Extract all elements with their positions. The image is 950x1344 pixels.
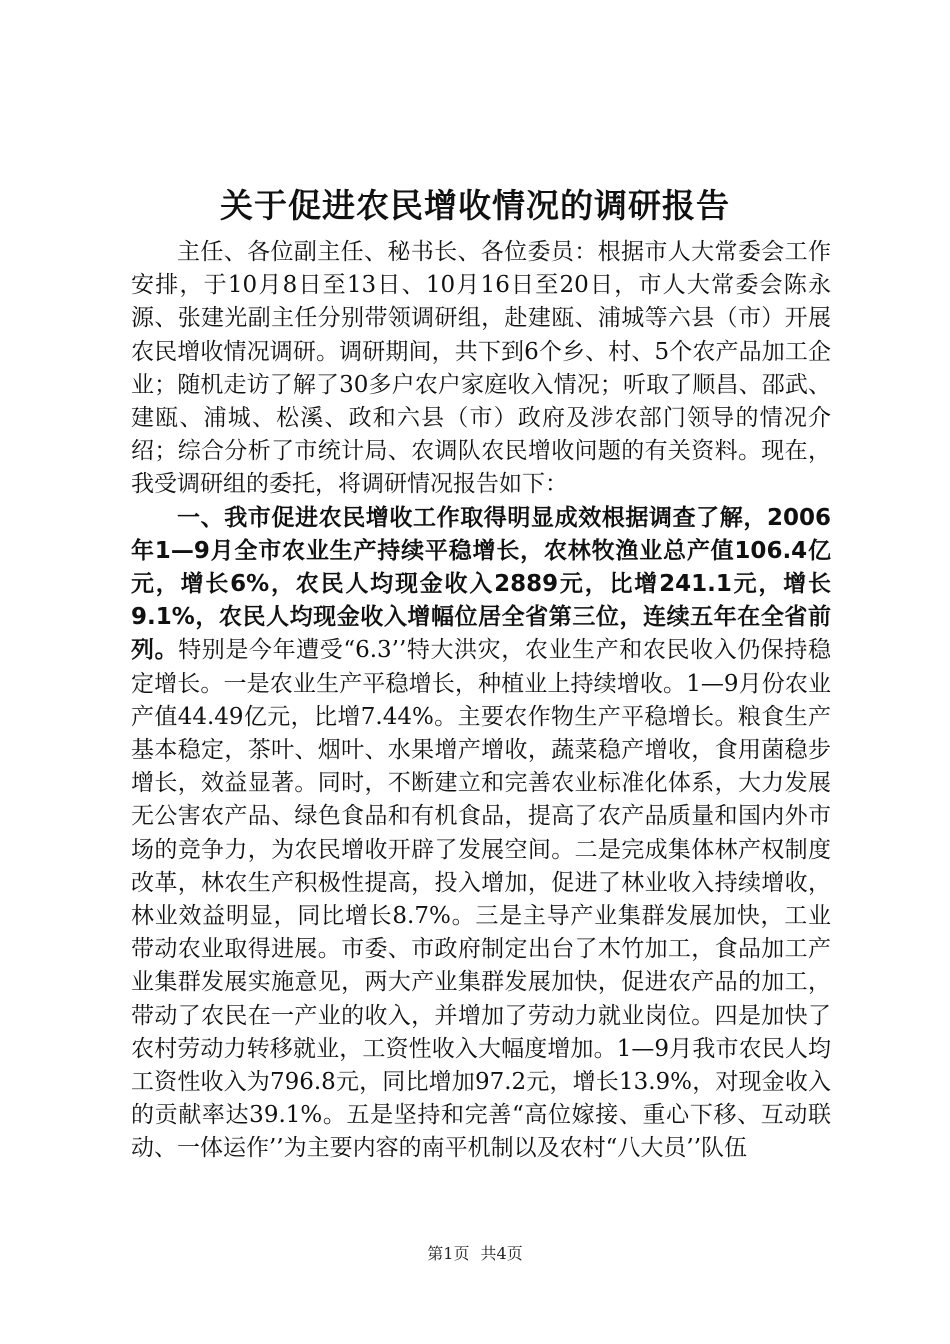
section-one-paragraph [131, 502, 831, 1166]
page-number-total: 共4页 [480, 1244, 523, 1263]
intro-paragraph: 主任、各位副主任、秘书长、各位委员：根据市人大常委会工作安排，于10月8日至13日、10月16日至20日，市人大常委会陈永源、张建光副主任分别带领调研组，赴建瓯、浦城等六县（市）开展农民增收情况调研。调研期间，共下到6个乡、村、5个农产品加工企业；随机走访了解了30多户农户家庭收入情况；听取了顺昌、邵武、建瓯、浦城、松溪、政和六县（市）政府及涉农部门领导的情况介绍；综合分析了市统计局、农调队农民增收问题的有关资料。现在，我受调研组的委托，将调研情况报告如下： [131, 239, 831, 498]
section-one-body: 特别是今年遭受“6.3’’特大洪灾，农业生产和农民收入仍保持稳定增长。一是农业生产平稳增长，种植业上持续增收。1—9月份农业产值44.49亿元，比增7.44%。主要农作物生产平稳增长。粮食生产基本稳定，茶叶、烟叶、水果增产增收，蔬菜稳产增收，食用菌稳步增长，效益显著。同时，不断建立和完善农业标准化体系，大力发展无公害农产品、绿色食品和有机食品，提高了农产品质量和国内外市场的竞争力，为农民增收开辟了发展空间。二是完成集体林产权制度改革，林农生产积极性提高，投入增加，促进了林业收入持续增收，林业效益明显，同比增长8.7%。三是主导产业集群发展加快，工业带动农业取得进展。市委、市政府制定出台了木竹加工，食品加工产业集群发展实施意见，两大产业集群发展加快，促进农产品的加工，带动了农民在一产业的收入，并增加了劳动力就业岗位。四是加快了农村劳动力转移就业，工资性收入大幅度增加。1—9月我市农民人均工资性收入为796.8元，同比增加97.2元，增长13.9%，对现金收入的贡献率达39.1%。五是坚持和完善“高位嫁接、重心下移、互动联动、一体运作’’为主要内容的南平机制以及农村“八大员’’队伍 [131, 637, 831, 1162]
document-body [131, 236, 831, 1166]
page-footer [0, 1243, 950, 1265]
page-number-current: 第1页 [427, 1244, 470, 1263]
section-one-bold-lead: 一、我市促进农民增收工作取得明显成效根据调查了解，2006年1—9月全市农业生产持续平稳增长，农林牧渔业总产值106.4亿元，增长6%，农民人均现金收入2889元，比增241.1元，增长9.1%，农民人均现金收入增幅位居全省第三位，连续五年在全省前列。 [131, 504, 831, 664]
document-title: 关于促进农民增收情况的调研报告 [220, 186, 730, 225]
